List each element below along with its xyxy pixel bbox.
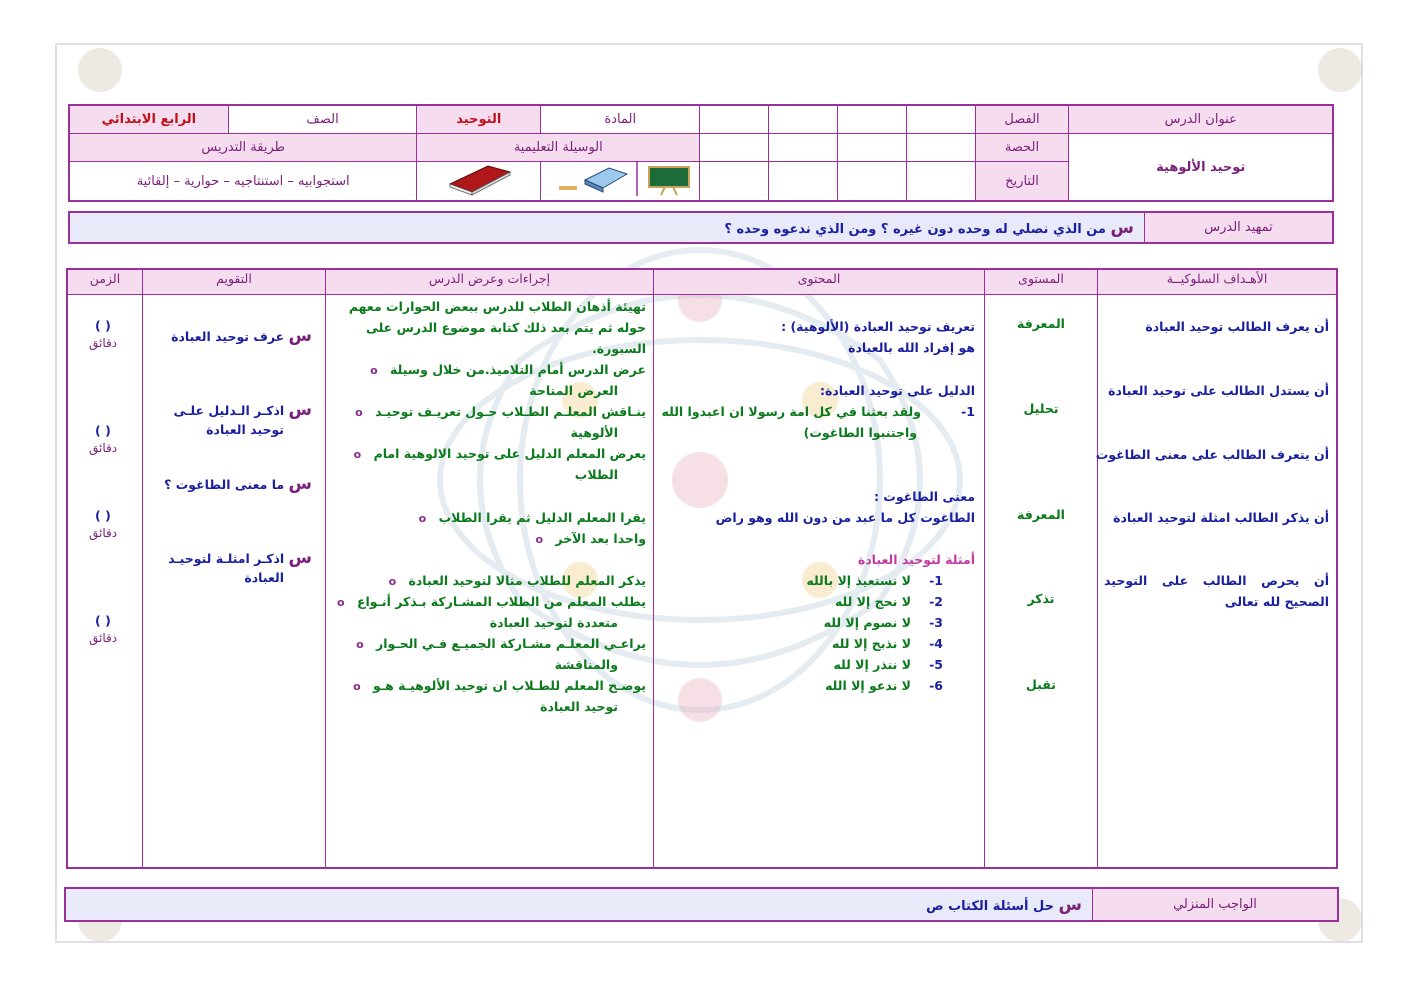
evidence-num: 1- <box>961 404 975 419</box>
grade-label: الصف <box>228 105 417 134</box>
homework-label: الواجب المنزلي <box>1093 888 1339 921</box>
blank-cell <box>837 134 906 162</box>
homework-text: حل أسئلة الكتاب ص <box>926 898 1054 914</box>
question-mark: س <box>1058 894 1082 915</box>
grade-value: الرابع الابتدائي <box>69 105 228 134</box>
time-unit: دقائق <box>89 631 118 645</box>
aids-images-cell <box>541 162 700 202</box>
intro-question <box>69 212 1145 243</box>
procedure-text: توحيد العبادة <box>540 699 618 714</box>
objective-item: أن يحرص الطالب على التوحيد الصحيح لله تعالى <box>1104 573 1329 609</box>
blank-cell <box>906 162 975 202</box>
procedure-intro-line: حوله ثم يتم بعد ذلك كتابة موضوع الدرس على <box>365 320 646 335</box>
example-num: 3- <box>929 615 943 630</box>
procedure-item <box>356 633 646 655</box>
bullet-icon: o <box>337 596 345 609</box>
bullet-icon: o <box>388 575 397 588</box>
question-mark: س <box>1110 217 1134 238</box>
procedure-text: عرض الدرس أمام التلاميذ.من خلال وسيلة <box>390 362 646 377</box>
blank-cell <box>700 162 769 202</box>
method-label: طريقة التدريس <box>69 134 417 162</box>
blank-cell <box>837 105 906 134</box>
procedure-item <box>419 507 646 529</box>
procedure-item <box>370 359 646 381</box>
time-paren: ( ) <box>95 613 111 628</box>
intro-label: تمهيد الدرس <box>1145 212 1334 243</box>
objective-item: أن يتعرف الطالب على معنى الطاغوت <box>1095 447 1329 462</box>
subject-value: التوحيد <box>417 105 541 134</box>
blank-cell <box>700 105 769 134</box>
homework-table <box>64 887 1339 922</box>
level-value: تحليل <box>1023 401 1059 416</box>
homework-content <box>65 888 1093 921</box>
blank-cell <box>769 105 838 134</box>
definition-title: تعريف توحيد العبادة (الألوهية) : <box>781 319 975 334</box>
blank-cell <box>837 162 906 202</box>
methods-value: استجوابيه – استنتاجيه – حوارية – إلقائية <box>69 162 417 202</box>
bullet-icon: o <box>356 638 364 651</box>
definition-text: هو إفراد الله بالعبادة <box>848 340 975 355</box>
eval-question-2 <box>173 400 312 420</box>
objectives-cell <box>1095 295 1338 869</box>
time-paren: ( ) <box>95 423 111 438</box>
level-value: تذكر <box>1027 591 1055 606</box>
col-content: المحتوى <box>654 269 985 295</box>
blank-cell <box>769 134 838 162</box>
eval-q2-line2: توحيد العبادة <box>206 422 284 437</box>
blackboard-icon <box>649 167 689 195</box>
bullet-icon: o <box>353 448 362 461</box>
example-num: 5- <box>929 657 943 672</box>
time-paren: ( ) <box>95 318 111 333</box>
eval-q1-text: عرف توحيد العبادة <box>171 329 285 344</box>
objective-item: أن يستدل الطالب على توحيد العبادة <box>1108 383 1329 398</box>
procedure-item <box>354 443 646 465</box>
example-num: 2- <box>929 594 943 609</box>
example-num: 4- <box>929 636 943 651</box>
level-value: تقبل <box>1026 677 1056 692</box>
intro-text: من الذي نصلي له وحده دون غيره ؟ ومن الذي ندعوه وحده ؟ <box>724 221 1106 237</box>
eval-question-4 <box>168 548 312 568</box>
procedure-item <box>535 528 646 550</box>
time-unit: دقائق <box>89 336 118 350</box>
example-text: لا ندعو إلا الله <box>825 678 911 693</box>
example-num: 1- <box>929 573 943 588</box>
lesson-title-value: توحيد الألوهية <box>1069 134 1333 202</box>
procedure-text: الطلاب <box>574 467 618 482</box>
book-icon <box>444 162 514 196</box>
eval-q2-line1: اذكـر الـدليل علـى <box>173 403 285 418</box>
time-paren: ( ) <box>95 508 111 523</box>
teaching-aids-icons <box>545 162 695 196</box>
procedure-text: يطلب المعلم من الطلاب المشـاركة بـذكر أنـواع <box>356 594 646 609</box>
blank-cell <box>906 105 975 134</box>
semester-label: الفصل <box>975 105 1069 134</box>
evidence-line1: ولقد بعثنا في كل امة رسولا ان اعبدوا الله <box>661 404 921 419</box>
level-value: المعرفة <box>1017 316 1065 331</box>
evaluation-cell <box>143 295 326 869</box>
level-value: المعرفة <box>1017 507 1065 522</box>
blank-cell <box>906 134 975 162</box>
evidence-line2: واجتنبوا الطاغوت) <box>803 425 917 440</box>
bullet-icon: o <box>355 406 363 419</box>
examples-title: أمثلة لتوحيد العبادة <box>857 552 975 567</box>
eval-question-3 <box>164 474 312 494</box>
procedure-text: الألوهية <box>570 425 618 440</box>
example-text: لا نحج إلا لله <box>834 594 911 609</box>
example-text: لا نستعيذ إلا بالله <box>806 573 911 588</box>
procedure-text: يوضـح المعلم للطـلاب ان توحيد الألوهيـة هـو <box>373 678 646 693</box>
col-level: المستوى <box>985 269 1098 295</box>
procedures-cell <box>326 295 654 869</box>
example-text: لا نصوم إلا لله <box>823 615 911 630</box>
objective-item: أن يذكر الطالب امثلة لتوحيد العبادة <box>1113 510 1329 525</box>
procedure-text: ينـاقش المعلـم الطـلاب حـول تعريـف توحيـد <box>375 404 646 419</box>
taghut-title: معنى الطاغوت : <box>873 489 975 504</box>
procedure-text: يذكر المعلم للطلاب مثالا لتوحيد العبادة <box>408 573 646 588</box>
evidence-title: الدليل على توحيد العبادة: <box>820 383 975 398</box>
aids-label: الوسيلة التعليمية <box>417 134 700 162</box>
col-evaluation: التقويم <box>143 269 326 295</box>
procedure-text: يراعـي المعلـم مشـاركة الجميـع فـي الحـوار <box>376 636 646 651</box>
procedure-intro-line: السبورة. <box>592 341 646 356</box>
question-mark: س <box>288 326 312 346</box>
content-cell <box>654 295 985 869</box>
time-unit: دقائق <box>89 441 118 455</box>
lesson-title-label: عنوان الدرس <box>1069 105 1333 134</box>
procedure-text: يقرا المعلم الدليل ثم يقرا الطلاب <box>438 510 646 525</box>
col-objectives: الأهـداف السلوكيــة <box>1098 269 1338 295</box>
procedure-text: العرض المتاحة <box>529 383 618 398</box>
blank-cell <box>769 162 838 202</box>
subject-label: المادة <box>541 105 700 134</box>
question-mark: س <box>288 400 312 420</box>
time-unit: دقائق <box>89 526 118 540</box>
bullet-icon: o <box>353 680 361 693</box>
example-text: لا ننذر إلا لله <box>833 657 911 672</box>
procedure-intro-line: تهيئة أذهان الطلاب للدرس ببعض الحوارات معهم <box>348 299 646 314</box>
procedure-item <box>389 570 646 592</box>
level-cell <box>985 295 1098 869</box>
bullet-icon: o <box>370 364 378 377</box>
eval-q4-line1: اذكـر امثلـة لتوحيـد <box>168 551 285 566</box>
eval-q3-text: ما معنى الطاغوت ؟ <box>164 477 285 492</box>
procedure-text: والمناقشة <box>554 657 618 672</box>
bullet-icon: o <box>535 533 544 546</box>
lesson-intro-table <box>68 211 1334 244</box>
objective-item: أن يعرف الطالب توحيد العبادة <box>1145 319 1329 334</box>
bullet-icon: o <box>418 512 427 525</box>
question-mark: س <box>288 548 312 568</box>
example-num: 6- <box>929 678 943 693</box>
blank-cell <box>700 134 769 162</box>
question-mark: س <box>288 474 312 494</box>
procedure-item <box>353 675 646 697</box>
procedure-text: واحدا بعد الآخر <box>555 531 646 546</box>
time-cell <box>67 295 143 869</box>
date-label: التاريخ <box>975 162 1069 202</box>
lesson-header-table <box>68 104 1334 202</box>
procedure-item <box>355 401 646 423</box>
example-text: لا نذبح إلا لله <box>832 636 911 651</box>
procedure-text: يعرض المعلم الدليل على توحيد الالوهية امام <box>373 446 646 461</box>
lesson-plan-table <box>66 268 1338 869</box>
col-time: الزمن <box>67 269 143 295</box>
eraser-icon <box>559 168 627 192</box>
book-image-cell <box>417 162 541 202</box>
period-label: الحصة <box>975 134 1069 162</box>
taghut-text: الطاغوت كل ما عبد من دون الله وهو راض <box>715 510 975 525</box>
eval-q4-line2: العبادة <box>244 570 284 585</box>
col-procedures: إجراءات وعرض الدرس <box>326 269 654 295</box>
procedure-text: متعددة لتوحيد العبادة <box>489 615 618 630</box>
eval-question-1 <box>171 326 312 346</box>
procedure-item <box>337 591 646 613</box>
